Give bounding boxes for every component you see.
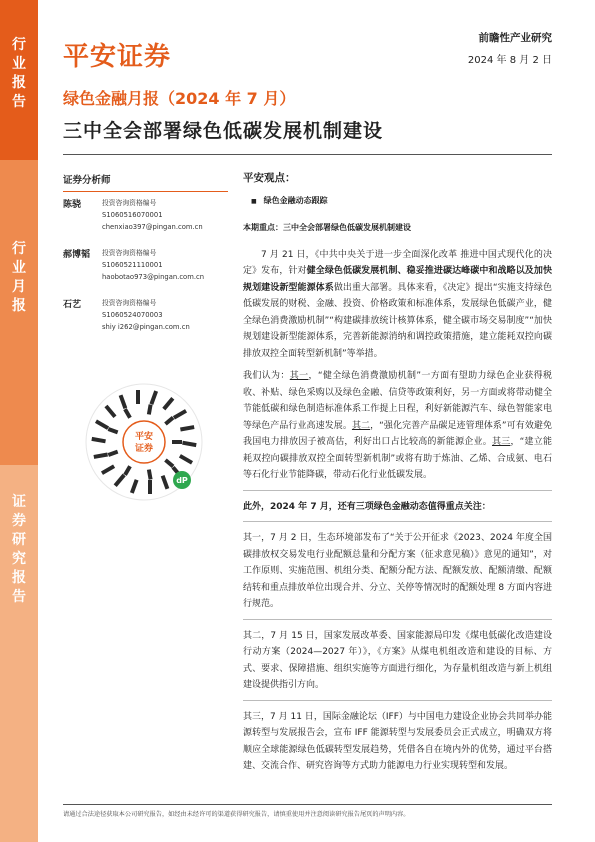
side-label-securities-research: 证券研究报告 xyxy=(12,494,26,605)
p2-point-3: 其三 xyxy=(491,437,511,447)
side-banner xyxy=(0,0,38,842)
header-meta xyxy=(468,30,552,66)
section-bullet: ■ 绿色金融动态跟踪 xyxy=(251,193,552,211)
side-label-industry-report: 行业报告 xyxy=(12,37,26,110)
p1-text-bold: 健全绿色低碳发展机制、稳妥推进碳达峰碳中和战略以及加快规划建设新型能源体系 xyxy=(243,266,552,293)
side-block-securities-research xyxy=(0,465,38,842)
side-block-monthly xyxy=(0,160,38,465)
section-divider xyxy=(243,619,552,620)
section-divider xyxy=(243,521,552,522)
analyst-cert-label: 投资咨询资格编号 xyxy=(102,249,157,257)
report-title: 三中全会部署绿色低碳发展机制建设 xyxy=(63,120,384,142)
analyst-panel xyxy=(63,172,228,347)
p2-text-2: ，“强化完善产品碳足迹管理体系”可有效避免我国电力排放因子被高估，利好出口占比较高的新能源企业。 xyxy=(243,420,552,447)
focus-line: 本期重点：三中全会部署绿色低碳发展机制建设 xyxy=(243,223,411,232)
analyst-email[interactable]: chenxiao397@pingan.com.cn xyxy=(102,223,203,231)
analyst-name: 陈骁 xyxy=(63,200,82,210)
analyst-cert-number: S1060524070003 xyxy=(102,311,163,319)
analyst-entry xyxy=(63,197,228,233)
analyst-cert-label: 投资咨询资格编号 xyxy=(102,299,157,307)
additional-news-heading: 此外，2024 年 7 月，还有三项绿色金融动态值得重点关注： xyxy=(243,501,491,512)
paragraph-decision xyxy=(243,247,552,363)
p1-text-a: 7 月 21 日，《中共中央关于进一步全面深化改革 推进中国式现代化的决定》发布，针对 xyxy=(243,249,552,276)
footer-disclaimer: 请通过合法途径获取本公司研究报告，如经由未经许可的渠道获得研究报告，请慎重使用并注意阅读研究报告尾页的声明内容。 xyxy=(63,804,552,818)
analyst-cert-label: 投资咨询资格编号 xyxy=(102,199,157,207)
viewpoint-heading: 平安观点： xyxy=(243,172,296,184)
p2-text-3: ，“建立能耗双控向碳排放双控全面转型新机制”或将有助于炼油、乙烯、合成氨、电石等石化行业节能降碳，带动石化行业低碳发展。 xyxy=(243,437,552,480)
analyst-name: 郝博韬 xyxy=(63,250,91,260)
svg-text:平安: 平安 xyxy=(134,432,154,442)
analyst-cert-number: S1060521110001 xyxy=(102,261,163,269)
paragraph-news-1: 其一，7 月 2 日，生态环境部发布了“关于公开征求《2023、2024 年度全国碳排放权交易发电行业配额总量和分配方案（征求意见稿）》意见的通知”，对工作原则、实施范围、机组分类、配额分配方法、配额发放、配额清缴、配额结转和重点排放单位出现合并、分立、关停等情况时的配额处理 8 方面内容进行规范。 xyxy=(243,533,552,609)
analyst-entry xyxy=(63,297,228,333)
analyst-info xyxy=(102,297,190,333)
section-divider xyxy=(243,490,552,491)
svg-text:证券: 证券 xyxy=(134,444,154,454)
svg-text:dP: dP xyxy=(176,476,188,485)
analyst-name: 石艺 xyxy=(63,300,82,310)
paragraph-opinion xyxy=(243,368,552,484)
qr-code-image[interactable] xyxy=(84,382,204,502)
p2-point-2: 其二 xyxy=(351,420,371,431)
analyst-email[interactable]: haobotao973@pingan.com.cn xyxy=(102,273,205,281)
analysts-heading: 证券分析师 xyxy=(63,172,228,192)
p2-lead: 我们认为： xyxy=(243,371,290,381)
company-logo: 平安证券 xyxy=(63,42,172,72)
p1-text-c: 做出重大部署。具体来看，《决定》提出“实施支持绿色低碳发展的财税、金融、投资、价格政策和标准体系，发展绿色低碳产业，健全绿色消费激励机制”“构建碳排放统计核算体系，健全碳市场交易制度”“加快规划建设新型能源体系，完善新能源消纳和调控政策措施，建立能耗双控向碳排放双控全面转型新机制”等举措。 xyxy=(243,282,552,359)
section-divider xyxy=(243,700,552,701)
report-subtitle: 绿色金融月报（2024 年 7 月） xyxy=(63,89,296,108)
analyst-entry xyxy=(63,247,228,283)
analyst-info xyxy=(102,197,203,233)
paragraph-news-3: 其三，7 月 11 日，国际金融论坛（IFF）与中国电力建设企业协会共同举办能源转型与发展报告会，宣布 IFF 能源转型与发展委员会正式成立，明确双方将顺应全球能源绿色低碳转型发展趋势，凭借各自在境内外的优势，通过平台搭建、交流合作、研究咨询等方式助力能源电力行业实现转型和发展。 xyxy=(243,711,552,771)
paragraph-news-2: 其二，7 月 15 日，国家发展改革委、国家能源局印发《煤电低碳化改造建设行动方案（2024—2027 年）》，《方案》从煤电机组改造和建设的目标、方式、要求、保障措施、组织实施等方面进行细化，为存量机组改造与新上机组建设提供指引方向。 xyxy=(243,630,552,690)
p2-text-1: ，“健全绿色消费激励机制”一方面有望助力绿色企业获得税收、补贴、绿色采购以及绿色金融、信贷等政策利好，另一方面或将带动健全节能低碳和绿色制造标准体系工作提上日程，利好新能源汽车、绿色智能家电等绿色产品行业高速发展。 xyxy=(243,371,552,431)
main-content xyxy=(243,170,552,781)
report-date: 2024 年 8 月 2 日 xyxy=(467,55,552,66)
side-label-monthly: 行业月报 xyxy=(12,241,26,314)
report-type: 前瞻性产业研究 xyxy=(478,32,552,44)
analyst-info xyxy=(102,247,204,283)
analyst-email[interactable]: shiy i262@pingan.com.cn xyxy=(102,323,190,331)
title-divider xyxy=(63,154,552,155)
p2-point-1: 其一 xyxy=(289,371,309,381)
analyst-cert-number: S1060516070001 xyxy=(102,211,163,219)
side-block-industry-report xyxy=(0,0,38,160)
